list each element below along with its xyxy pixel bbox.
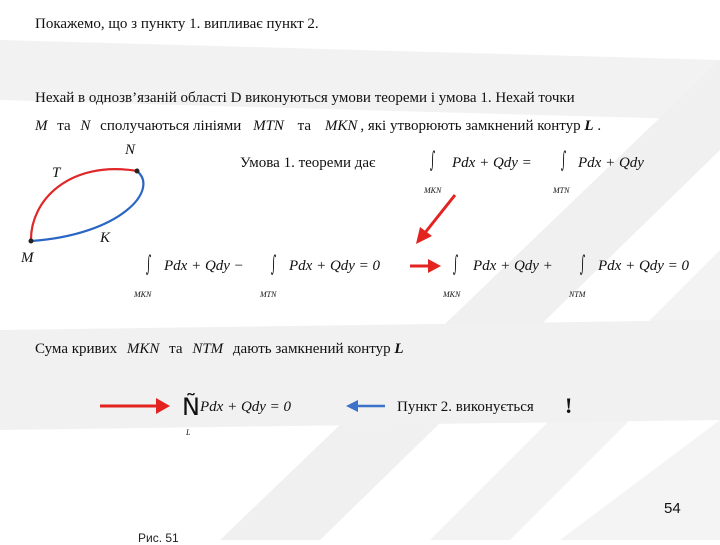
eq3-lhs: Pdx + Qdy + bbox=[473, 258, 553, 274]
integral-sign: ∫ bbox=[561, 148, 567, 173]
exclamation-mark: ! bbox=[565, 393, 573, 418]
conclusion-text: Пункт 2. виконується bbox=[397, 399, 534, 415]
curve-blue-MKN bbox=[31, 171, 143, 241]
word-joined: сполучаються лініями bbox=[100, 118, 242, 134]
intro-line: Покажемо, що з пункту 1. випливає пункт 2. bbox=[35, 16, 319, 32]
point-N-dot bbox=[135, 169, 140, 174]
sum-line bbox=[35, 341, 404, 358]
sum-ta: та bbox=[169, 341, 183, 357]
integral-subscript: MTN bbox=[260, 290, 277, 299]
sum-pre: Сума кривих bbox=[35, 341, 118, 357]
figure-label-T: T bbox=[52, 165, 61, 181]
word-ta: та bbox=[57, 118, 71, 134]
integral-sign: ∫ bbox=[146, 252, 152, 277]
integral-sign: ∫ bbox=[271, 252, 277, 277]
red-arrow-head bbox=[156, 398, 170, 414]
contour-L: L bbox=[584, 118, 594, 134]
integral-subscript: MKN bbox=[424, 186, 442, 195]
integral-sign: ∫ bbox=[430, 148, 436, 173]
integral-subscript: MKN bbox=[134, 290, 152, 299]
eq2-rhs: Pdx + Qdy = 0 bbox=[289, 258, 381, 274]
page-number: 54 bbox=[664, 500, 681, 517]
sum-MKN: MKN bbox=[126, 341, 160, 357]
word-ta-2: та bbox=[297, 118, 312, 134]
integral-subscript: NTM bbox=[569, 290, 586, 299]
down-arrow-head bbox=[416, 227, 432, 244]
contour-integral-symbol: Ñ bbox=[182, 393, 200, 421]
eq4-expr: Pdx + Qdy = 0 bbox=[200, 399, 292, 415]
integral-subscript: MKN bbox=[443, 290, 461, 299]
contour-subscript: L bbox=[186, 428, 191, 437]
point-M: M bbox=[35, 118, 48, 134]
sum-NTM: NTM bbox=[192, 341, 224, 357]
right-arrow-head bbox=[428, 259, 441, 273]
figure-label-N: N bbox=[125, 142, 136, 158]
hypothesis-line: Нехай в однозв’язаній області D виконуються умови теореми і умова 1. Нехай точки bbox=[35, 90, 575, 106]
down-arrow-line bbox=[424, 195, 455, 234]
eq2-lhs: Pdx + Qdy − bbox=[164, 258, 244, 274]
figure-label-K: K bbox=[100, 230, 111, 246]
point-N: N bbox=[80, 118, 91, 134]
sum-post: дають замкнений контур bbox=[232, 341, 391, 357]
curve-red-MTN bbox=[31, 169, 137, 241]
eq1-lhs: Pdx + Qdy = bbox=[452, 155, 532, 171]
integral-sign: ∫ bbox=[580, 252, 586, 277]
curve-MKN: MKN bbox=[324, 118, 358, 134]
point-M-dot bbox=[29, 239, 34, 244]
eq3-rhs: Pdx + Qdy = 0 bbox=[598, 258, 690, 274]
curve-MTN: MTN bbox=[253, 118, 284, 134]
text-rest: , які утворюють замкнений контур bbox=[360, 118, 581, 134]
dot: . bbox=[597, 118, 602, 134]
sum-L: L bbox=[394, 341, 404, 357]
figure-label-M: M bbox=[21, 250, 34, 266]
integral-subscript: MTN bbox=[553, 186, 570, 195]
blue-arrow-head bbox=[346, 400, 358, 412]
condition-label: Умова 1. теореми дає bbox=[240, 155, 376, 171]
integral-sign: ∫ bbox=[453, 252, 459, 277]
figure-caption: Рис. 51 bbox=[138, 531, 179, 545]
eq1-rhs: Pdx + Qdy bbox=[578, 155, 644, 171]
